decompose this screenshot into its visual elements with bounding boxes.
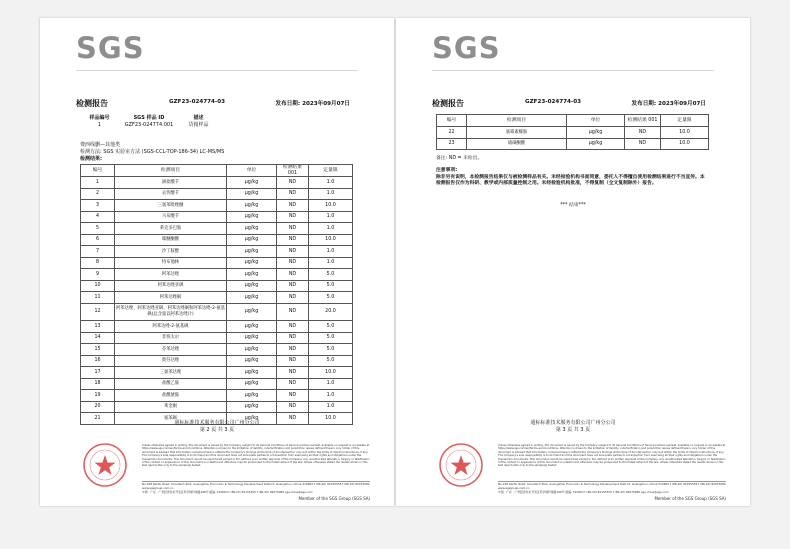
results-table — [80, 164, 353, 425]
row-item: 芬苯达唑 — [115, 344, 227, 356]
row-result: ND — [277, 401, 309, 413]
col-header-no: 编号 — [437, 115, 467, 127]
row-result: ND — [277, 200, 309, 212]
table-row — [81, 378, 353, 390]
row-no: 2 — [81, 188, 115, 200]
row-unit: μg/kg — [227, 367, 277, 379]
member-line: Member of the SGS Group (SGS SA) — [298, 496, 370, 501]
table-row — [81, 257, 353, 269]
row-loq: 1.0 — [309, 257, 353, 269]
row-no: 23 — [437, 138, 467, 150]
row-loq: 10.0 — [309, 234, 353, 246]
legal-disclaimer: Unless otherwise agreed in writing, this document is issued by the Company subject to its General Conditions of Service printed overleaf, available on request or accessible at https://www.sgs.com/en/Terms-and-Conditions. Attention is drawn to the limitation of liability, indemnification and jurisdiction issues defined therein. Any holder of this document is advised that information contained hereon reflects the Company's findings at the time of its intervention only and within the limits of Client's instructions, if any. The Company's sole responsibility is to its Client and this document does not exonerate parties to a transaction from exercising all their rights and obligations under the transaction documents. This document cannot be reproduced except in full, without prior written approval of the Company. Any unauthorized alteration, forgery or falsification of the content or appearance of this document is unlawful and offenders may be prosecuted to the fullest extent of the law. Unless otherwise stated the results shown in this test report refer only to the sample(s) tested. — [498, 444, 726, 468]
row-result: ND — [277, 367, 309, 379]
report-page-3 — [396, 18, 750, 506]
row-loq: 5.0 — [309, 269, 353, 281]
row-result: ND — [277, 378, 309, 390]
table-row — [81, 321, 353, 333]
row-item: 阿苯达唑砜 — [115, 292, 227, 304]
table-row — [81, 234, 353, 246]
address-block — [142, 481, 370, 495]
row-loq: 1.0 — [309, 378, 353, 390]
col-header-loq: 定量限 — [661, 115, 709, 127]
row-unit: μg/kg — [227, 378, 277, 390]
row-unit: μg/kg — [227, 332, 277, 344]
row-result: ND — [277, 269, 309, 281]
report-number: GZF23-024774-03 — [525, 99, 582, 105]
page-number: 第 2 页 共 3 页 — [199, 427, 235, 433]
row-unit: μg/kg — [227, 292, 277, 304]
row-no: 16 — [81, 355, 115, 367]
official-seal-icon — [82, 442, 128, 488]
row-no: 13 — [81, 321, 115, 333]
table-row — [81, 280, 353, 292]
row-no: 1 — [81, 177, 115, 189]
row-item: 莱克多巴胺 — [115, 223, 227, 235]
row-unit: μg/kg — [227, 390, 277, 402]
row-item: 氯霉素檬胺 — [467, 127, 567, 139]
row-no: 17 — [81, 367, 115, 379]
row-no: 22 — [437, 127, 467, 139]
col-header-item: 检测项目 — [115, 165, 227, 177]
address-english: No.198 Kezhu Road, Scientech Park, Guangzhou Economic & Technology Development District, Guangzhou, China 510663 t (86-20) 82155555 f (86-20) 82075080 www.sgsgroup.com.cn — [142, 482, 370, 491]
table-row — [81, 344, 353, 356]
row-result: ND — [277, 355, 309, 367]
report-header — [432, 98, 720, 110]
issue-date: 发布日期: 2023年09月07日 — [275, 101, 350, 107]
table-row — [81, 223, 353, 235]
col-header-result: 检测结果 001 — [277, 165, 309, 177]
row-loq: 1.0 — [309, 188, 353, 200]
col-header-no: 编号 — [81, 165, 115, 177]
row-unit: μg/kg — [227, 177, 277, 189]
row-loq: 1.0 — [309, 177, 353, 189]
header-divider — [76, 70, 358, 71]
row-no: 20 — [81, 401, 115, 413]
row-loq: 10.0 — [309, 200, 353, 212]
company-name: 通标标准技术服务有限公司广州分公司 — [530, 420, 616, 426]
report-title: 检测报告 — [76, 99, 108, 108]
row-result: ND — [277, 234, 309, 246]
official-seal-icon — [438, 442, 484, 488]
row-item: 盐酸乙胺 — [115, 378, 227, 390]
row-loq: 10.0 — [661, 127, 709, 139]
table-row — [81, 401, 353, 413]
report-title: 检测报告 — [432, 99, 464, 108]
row-loq: 1.0 — [309, 223, 353, 235]
notice-title: 注意事项: — [436, 168, 458, 173]
table-row — [81, 211, 353, 223]
member-line: Member of the SGS Group (SGS SA) — [654, 496, 726, 501]
row-result: ND — [277, 413, 309, 425]
header-divider — [432, 70, 714, 71]
table-row — [81, 200, 353, 212]
results-table — [436, 114, 709, 150]
row-item: 硝磺酮酸 — [467, 138, 567, 150]
results-label: 检测结果: — [80, 156, 102, 162]
row-no: 14 — [81, 332, 115, 344]
row-result: ND — [625, 138, 661, 150]
report-number: GZF23-024774-03 — [169, 99, 226, 105]
row-unit: μg/kg — [227, 234, 277, 246]
sample-info-table — [84, 115, 214, 129]
table-row — [81, 269, 353, 281]
row-loq: 1.0 — [309, 246, 353, 258]
row-unit: μg/kg — [227, 303, 277, 321]
report-header — [76, 98, 364, 110]
row-unit: μg/kg — [227, 246, 277, 258]
row-loq: 20.0 — [309, 303, 353, 321]
col-header-loq: 定量限 — [309, 165, 353, 177]
notice-text: 除非另有说明，本检测报告结果仅与被检测样品有关。未经检验机构书面同意，委托人不得擅自使用检测结果进行不当宣传。本检测报告仅作为科研、教学或内部质量控制之用。未经检验机构批准，不得复制（全文复制除外）报告。 — [436, 175, 705, 187]
row-loq: 5.0 — [309, 280, 353, 292]
row-loq: 5.0 — [309, 292, 353, 304]
table-row — [437, 127, 709, 139]
row-loq: 10.0 — [661, 138, 709, 150]
row-unit: μg/kg — [227, 355, 277, 367]
row-result: ND — [277, 344, 309, 356]
row-item: 阿苯达唑 — [115, 269, 227, 281]
report-page-2 — [40, 18, 394, 506]
sample-desc: 货箱样品 — [188, 122, 209, 128]
row-result: ND — [277, 188, 309, 200]
table-row — [81, 355, 353, 367]
row-item: 盐酸琥胺 — [115, 390, 227, 402]
row-unit: μg/kg — [227, 280, 277, 292]
row-no: 15 — [81, 344, 115, 356]
row-unit: μg/kg — [227, 200, 277, 212]
row-result: ND — [277, 280, 309, 292]
row-item: 奥芬达唑 — [115, 355, 227, 367]
row-loq: 5.0 — [309, 321, 353, 333]
col-header-result: 检测结果 001 — [625, 115, 661, 127]
sample-category: 费西线删—其他类 — [80, 142, 121, 148]
row-no: 19 — [81, 390, 115, 402]
sample-header-id: SGS 样品 ID — [133, 115, 165, 121]
row-result: ND — [277, 223, 309, 235]
row-no: 7 — [81, 246, 115, 258]
row-item: 沙丁胺醇 — [115, 246, 227, 258]
row-no: 3 — [81, 200, 115, 212]
address-chinese: 中国 · 广东 · 广州经济技术开发区科学城科珠路198号 邮编: 510663 t (86-20) 82155555 f (86-20) 82075080 sgs.china@sgs.com — [498, 490, 669, 495]
row-result: ND — [277, 246, 309, 258]
col-header-unit: 单位 — [567, 115, 625, 127]
row-item: 莱金刚 — [115, 401, 227, 413]
table-row — [81, 246, 353, 258]
company-name: 通标标准技术服务有限公司广州分公司 — [174, 420, 260, 426]
row-item: 三氯苯达唑 — [115, 367, 227, 379]
row-loq: 1.0 — [309, 401, 353, 413]
row-unit: μg/kg — [227, 413, 277, 425]
row-no: 12 — [81, 303, 115, 321]
row-result: ND — [277, 390, 309, 402]
row-unit: μg/kg — [227, 257, 277, 269]
row-unit: μg/kg — [227, 321, 277, 333]
row-loq: 1.0 — [309, 390, 353, 402]
row-item: 去传酸苄 — [115, 188, 227, 200]
row-loq: 5.0 — [309, 344, 353, 356]
row-unit: μg/kg — [227, 223, 277, 235]
address-block — [498, 481, 726, 495]
row-item: 阿苯达唑、阿苯达唑亚砜、阿苯达唑砜和阿苯达唑-2-氨基砜(总含量以阿苯达唑计) — [115, 303, 227, 321]
table-row — [81, 177, 353, 189]
sample-id: GZF23-024774.001 — [124, 122, 174, 128]
legal-disclaimer: Unless otherwise agreed in writing, this document is issued by the Company subject to its General Conditions of Service printed overleaf, available on request or accessible at https://www.sgs.com/en/Terms-and-Conditions. Attention is drawn to the limitation of liability, indemnification and jurisdiction issues defined therein. Any holder of this document is advised that information contained hereon reflects the Company's findings at the time of its intervention only and within the limits of Client's instructions, if any. The Company's sole responsibility is to its Client and this document does not exonerate parties to a transaction from exercising all their rights and obligations under the transaction documents. This document cannot be reproduced except in full, without prior written approval of the Company. Any unauthorized alteration, forgery or falsification of the content or appearance of this document is unlawful and offenders may be prosecuted to the fullest extent of the law. Unless otherwise stated the results shown in this test report refer only to the sample(s) tested. — [142, 444, 370, 468]
row-loq: 5.0 — [309, 332, 353, 344]
table-row — [81, 390, 353, 402]
row-no: 21 — [81, 413, 115, 425]
row-result: ND — [277, 332, 309, 344]
row-result: ND — [277, 211, 309, 223]
table-row — [81, 292, 353, 304]
row-unit: μg/kg — [567, 127, 625, 139]
table-row — [81, 303, 353, 321]
sgs-logo: SGS — [432, 31, 501, 65]
row-result: ND — [277, 292, 309, 304]
row-no: 8 — [81, 257, 115, 269]
row-result: ND — [625, 127, 661, 139]
row-unit: μg/kg — [227, 211, 277, 223]
row-no: 5 — [81, 223, 115, 235]
col-header-item: 检测项目 — [467, 115, 567, 127]
row-unit: μg/kg — [227, 188, 277, 200]
row-item: 阿苯达唑亚砜 — [115, 280, 227, 292]
row-item: 马布酸苄 — [115, 211, 227, 223]
row-result: ND — [277, 303, 309, 321]
row-loq: 10.0 — [309, 413, 353, 425]
row-loq: 1.0 — [309, 211, 353, 223]
sample-header-no: 样品编号 — [89, 115, 110, 121]
end-mark: *** 结束*** — [560, 203, 586, 208]
row-no: 9 — [81, 269, 115, 281]
row-unit: μg/kg — [227, 344, 277, 356]
row-item: 氨苯砜 — [115, 413, 227, 425]
row-no: 18 — [81, 378, 115, 390]
row-item: 阿苯达唑-2-氨基砜 — [115, 321, 227, 333]
address-english: No.198 Kezhu Road, Scientech Park, Guangzhou Economic & Technology Development District, Guangzhou, China 510663 t (86-20) 82155555 f (86-20) 82075080 www.sgsgroup.com.cn — [498, 482, 726, 491]
row-unit: μg/kg — [227, 269, 277, 281]
row-item: 非班太尔 — [115, 332, 227, 344]
issue-date: 发布日期: 2023年09月07日 — [631, 101, 706, 107]
table-row — [81, 332, 353, 344]
row-unit: μg/kg — [227, 401, 277, 413]
sgs-logo: SGS — [76, 31, 145, 65]
row-item: 三氯苯吡唑醚 — [115, 200, 227, 212]
row-item: 嗪醚酮酸 — [115, 234, 227, 246]
row-result: ND — [277, 321, 309, 333]
row-loq: 5.0 — [309, 355, 353, 367]
row-result: ND — [277, 257, 309, 269]
address-chinese: 中国 · 广东 · 广州经济技术开发区科学城科珠路198号 邮编: 510663 t (86-20) 82155555 f (86-20) 82075080 sgs.china@sgs.com — [142, 490, 313, 495]
row-item: 特布他林 — [115, 257, 227, 269]
row-unit: μg/kg — [567, 138, 625, 150]
col-header-unit: 单位 — [227, 165, 277, 177]
page-number: 第 3 页 共 3 页 — [555, 427, 591, 433]
sample-header-desc: 描述 — [193, 115, 204, 121]
row-loq: 10.0 — [309, 367, 353, 379]
row-no: 10 — [81, 280, 115, 292]
remark: 备注: ND = 未检出。 — [436, 156, 483, 161]
table-row — [81, 188, 353, 200]
row-no: 6 — [81, 234, 115, 246]
row-no: 4 — [81, 211, 115, 223]
sample-no: 1 — [97, 122, 102, 128]
row-no: 11 — [81, 292, 115, 304]
table-row — [81, 367, 353, 379]
table-row — [437, 138, 709, 150]
row-item: 滴盐酸苄 — [115, 177, 227, 189]
row-result: ND — [277, 177, 309, 189]
test-method: 检测方法: SGS 实验室方法 (SGS-CCL-TOP-186-34) LC-MS/MS — [80, 149, 225, 155]
